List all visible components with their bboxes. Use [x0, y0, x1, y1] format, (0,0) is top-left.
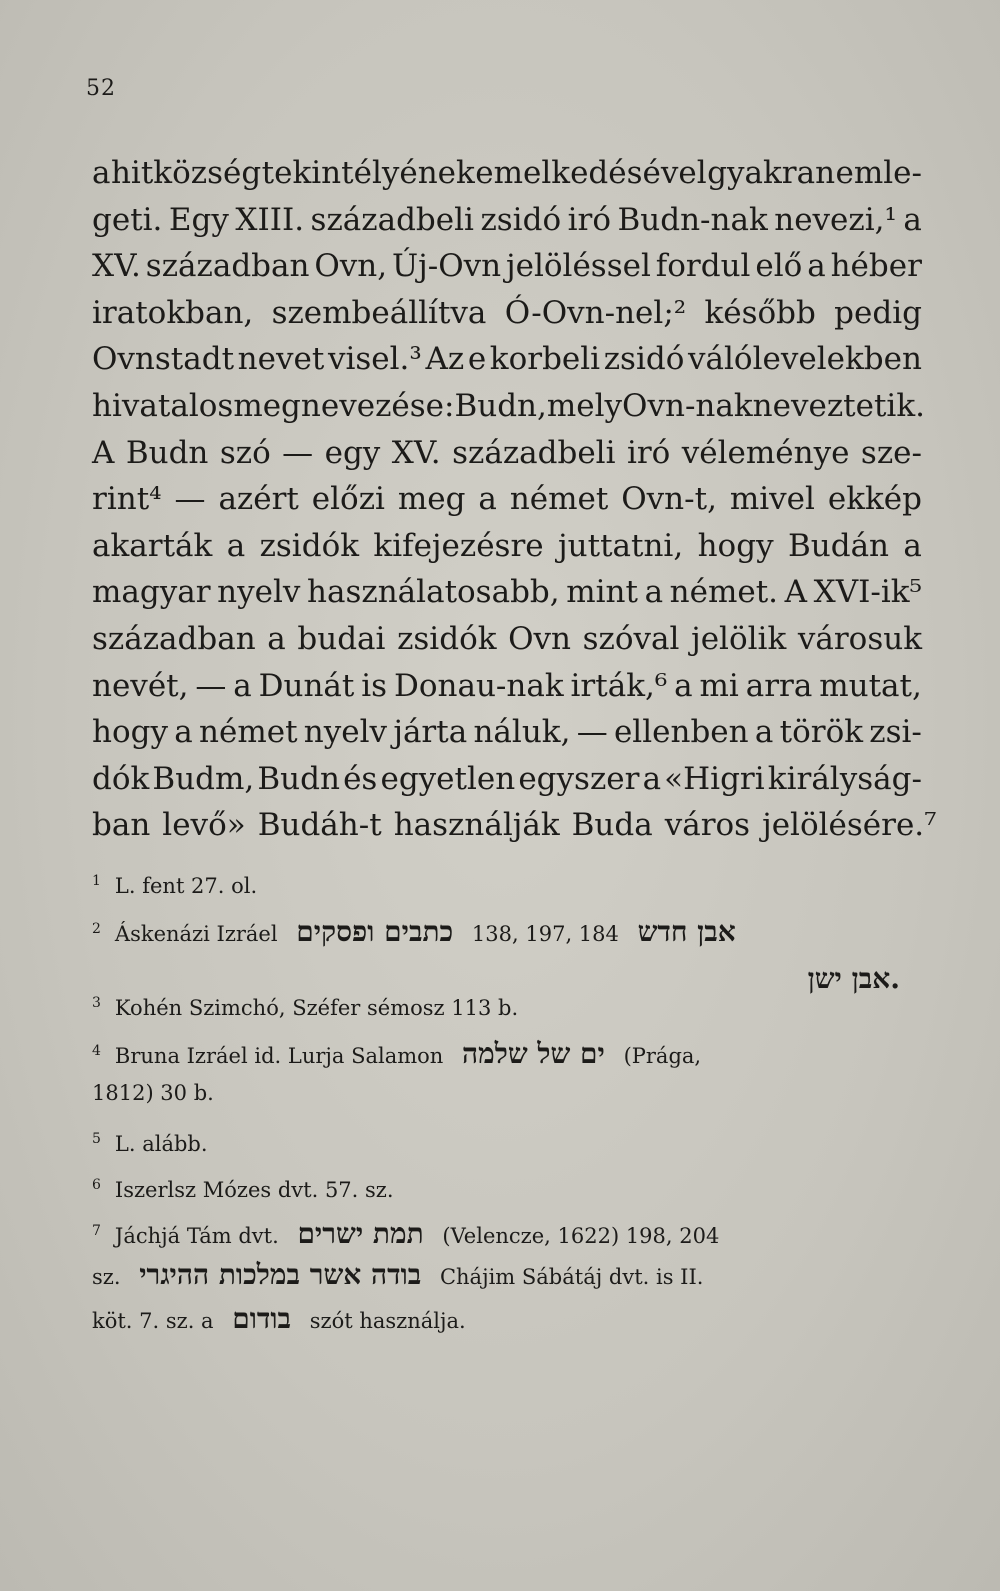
footnote-text: sz. [92, 1265, 121, 1289]
word: iratokban, [92, 294, 254, 331]
word: — [174, 481, 206, 518]
footnote-text: 138, 197, 184 [471, 922, 619, 946]
text-line [92, 336, 922, 383]
word: Budn [125, 434, 209, 471]
word: a [644, 574, 664, 611]
word: juttatni, [558, 527, 684, 564]
word: neveztetik. [752, 387, 925, 424]
word: azért [218, 481, 299, 518]
word: a [807, 248, 826, 285]
word: a [92, 155, 111, 191]
word: és [343, 760, 378, 797]
footnote-text: köt. 7. sz. a [92, 1309, 214, 1333]
footnote-number: 5 [92, 1131, 101, 1147]
word: jelölik [691, 620, 787, 657]
word: nyelv [217, 574, 301, 611]
page-number: 52 [86, 76, 116, 101]
word: Ovn-nak [622, 387, 753, 424]
word: náluk, [473, 714, 571, 751]
word: hitközség [110, 155, 262, 191]
word: török [779, 714, 864, 751]
word: tekintélyének [261, 155, 475, 191]
word: városuk [797, 620, 922, 657]
word: német [509, 481, 609, 518]
word: A [784, 574, 808, 611]
word: Donau-nak [393, 667, 564, 704]
word: meg [397, 481, 466, 518]
hebrew-text: אבן חדש [637, 915, 736, 948]
footnote-text: Bruna Izráel id. Lurja Salamon [114, 1044, 444, 1068]
word: «Higri [664, 760, 765, 797]
footnote-text: Áskenázi Izráel [114, 922, 278, 946]
text-line [92, 523, 922, 570]
text-line [92, 383, 925, 430]
text-line [92, 150, 922, 197]
word: rint⁴ [92, 481, 162, 518]
word: nevet [237, 341, 325, 378]
footnote-7-line-3 [92, 1296, 922, 1342]
word: kifejezésre [373, 527, 544, 564]
footnote-number: 6 [92, 1177, 101, 1193]
word: mutat, [819, 667, 922, 704]
footnote-text: Chájim Sábátáj dvt. is II. [439, 1265, 704, 1289]
word: sze- [860, 434, 922, 471]
word: Dunát [258, 667, 355, 704]
word: héber [830, 248, 922, 285]
word: Ovn [508, 620, 572, 657]
word: zsidók [259, 527, 360, 564]
word: használatosabb, [307, 574, 560, 611]
word: A [92, 434, 115, 471]
word: — [282, 434, 314, 471]
footnote-4-continued [92, 1070, 922, 1116]
word: irták,⁶ [570, 667, 668, 704]
footnote-7-line-2 [92, 1252, 922, 1298]
word: — [195, 667, 227, 704]
word: a [754, 714, 774, 751]
footnote-2 [92, 906, 922, 952]
word: mivel [729, 481, 815, 518]
word: a [642, 760, 662, 797]
word: pedig [834, 294, 922, 331]
word: XVI-ik⁵ [813, 574, 922, 611]
word: zsidó [603, 341, 685, 378]
footnote-text: L. fent 27. ol. [114, 874, 258, 898]
footnote-number: 1 [92, 873, 101, 889]
word: magyar [92, 574, 211, 611]
body-text [92, 150, 937, 849]
footnote-3 [92, 980, 922, 1026]
word: dók [92, 760, 150, 797]
word: a [226, 527, 246, 564]
footnote-1 [92, 858, 922, 904]
word: iró [626, 434, 671, 471]
word: a [478, 481, 497, 518]
word: mint [566, 574, 638, 611]
text-line [92, 243, 922, 290]
word: a [674, 667, 693, 704]
word: királyság- [767, 760, 922, 797]
word: hogy [697, 527, 774, 564]
text-line [92, 616, 922, 663]
word: nyelv [303, 714, 388, 751]
hebrew-text: כתבים ופסקים [296, 915, 454, 948]
text-line [92, 756, 922, 803]
word: nevezi,¹ [774, 201, 897, 238]
hebrew-text: .אבן ישן [807, 962, 900, 995]
footnote-number: 4 [92, 1043, 101, 1059]
word: Budán [787, 527, 890, 564]
word: századbeli [452, 434, 616, 471]
word: XV. [391, 434, 441, 471]
footnote-number: 3 [92, 995, 101, 1011]
word: Ó-Ovn-nel;² [504, 294, 687, 331]
word: Budm, [152, 760, 255, 797]
word: gyakran [707, 155, 836, 191]
word: német. [669, 574, 779, 611]
text-line [92, 663, 922, 710]
text-line [92, 430, 922, 477]
word: emle- [835, 155, 922, 191]
word: Buda [571, 807, 653, 844]
text-line [92, 802, 937, 849]
word: akarták [92, 527, 213, 564]
word: mely [546, 387, 623, 424]
text-line [92, 709, 922, 756]
hebrew-text: בודה אשר במלכות ההיגרי [139, 1258, 422, 1291]
word: emelkedésével [475, 155, 707, 191]
word: — [576, 714, 608, 751]
word: jelöléssel [506, 248, 651, 285]
word: Ovn, [314, 248, 388, 285]
word: zsidó [480, 201, 562, 238]
word: egyszer [518, 760, 640, 797]
word: jelölésére.⁷ [762, 807, 937, 844]
word: nevét, [92, 667, 189, 704]
word: hogy [92, 714, 168, 751]
word: elő [755, 248, 803, 285]
hebrew-text: בודום [232, 1302, 292, 1335]
footnote-7 [92, 1208, 922, 1254]
word: járta [393, 714, 468, 751]
word: mi [699, 667, 739, 704]
text-line [92, 290, 922, 337]
word: zsidók [397, 620, 497, 657]
text-line [92, 569, 922, 616]
word: visel.³ [327, 341, 422, 378]
footnote-text: Iszerlsz Mózes dvt. 57. sz. [114, 1178, 394, 1202]
text-line [92, 476, 922, 523]
word: a [267, 620, 286, 657]
word: századbeli [310, 201, 474, 238]
word: Egy [168, 201, 229, 238]
word: században [145, 248, 310, 285]
footnote-4 [92, 1028, 922, 1074]
word: hivatalos [92, 387, 234, 424]
word: véleménye [681, 434, 850, 471]
word: arra [745, 667, 813, 704]
word: Budáh-t [257, 807, 382, 844]
word: Új-Ovn [392, 248, 502, 285]
text-line [92, 197, 922, 244]
word: Ovn-t, [621, 481, 717, 518]
word: e [467, 341, 487, 378]
word: a [903, 201, 922, 238]
word: ban [92, 807, 151, 844]
word: geti. [92, 201, 163, 238]
word: a [174, 714, 193, 751]
word: szó [219, 434, 271, 471]
word: ekkép [827, 481, 922, 518]
footnote-number: 7 [92, 1223, 101, 1239]
word: fordul [655, 248, 751, 285]
footnote-text: (Velencze, 1622) 198, 204 [442, 1224, 720, 1248]
footnote-text: Jáchjá Tám dvt. [114, 1224, 279, 1248]
footnote-text: 1812) 30 b. [92, 1081, 214, 1105]
word: válólevelekben [688, 341, 922, 378]
word: a [233, 667, 252, 704]
footnote-text: szót használja. [309, 1309, 466, 1333]
word: levő» [162, 807, 246, 844]
word: szóval [582, 620, 680, 657]
word: előzi [311, 481, 385, 518]
word: német [199, 714, 298, 751]
footnote-text: L. alább. [114, 1132, 208, 1156]
hebrew-text: תמת ישרים [297, 1217, 424, 1250]
word: később [704, 294, 816, 331]
word: Az [425, 341, 465, 378]
footnote-6 [92, 1162, 922, 1208]
word: Budn [257, 760, 340, 797]
footnote-text: (Prága, [623, 1044, 702, 1068]
word: szembeállítva [271, 294, 487, 331]
hebrew-text: ים של שלמה [462, 1037, 605, 1070]
footnote-5 [92, 1116, 922, 1162]
word: ellenben [613, 714, 749, 751]
word: században [92, 620, 256, 657]
word: Budn, [454, 387, 547, 424]
word: is [361, 667, 388, 704]
word: XIII. [235, 201, 305, 238]
word: város [664, 807, 751, 844]
word: a [903, 527, 922, 564]
word: egyetlen [380, 760, 516, 797]
footnote-text: Kohén Szimchó, Széfer sémosz 113 b. [114, 996, 519, 1020]
word: XV. [92, 248, 141, 285]
word: megnevezése: [233, 387, 455, 424]
word: Budn-nak [617, 201, 768, 238]
word: zsi- [869, 714, 922, 751]
word: Ovnstadt [92, 341, 235, 378]
word: korbeli [489, 341, 601, 378]
footnote-number: 2 [92, 921, 101, 937]
word: iró [567, 201, 611, 238]
word: budai [297, 620, 386, 657]
word: egy [324, 434, 381, 471]
word: használják [393, 807, 560, 844]
